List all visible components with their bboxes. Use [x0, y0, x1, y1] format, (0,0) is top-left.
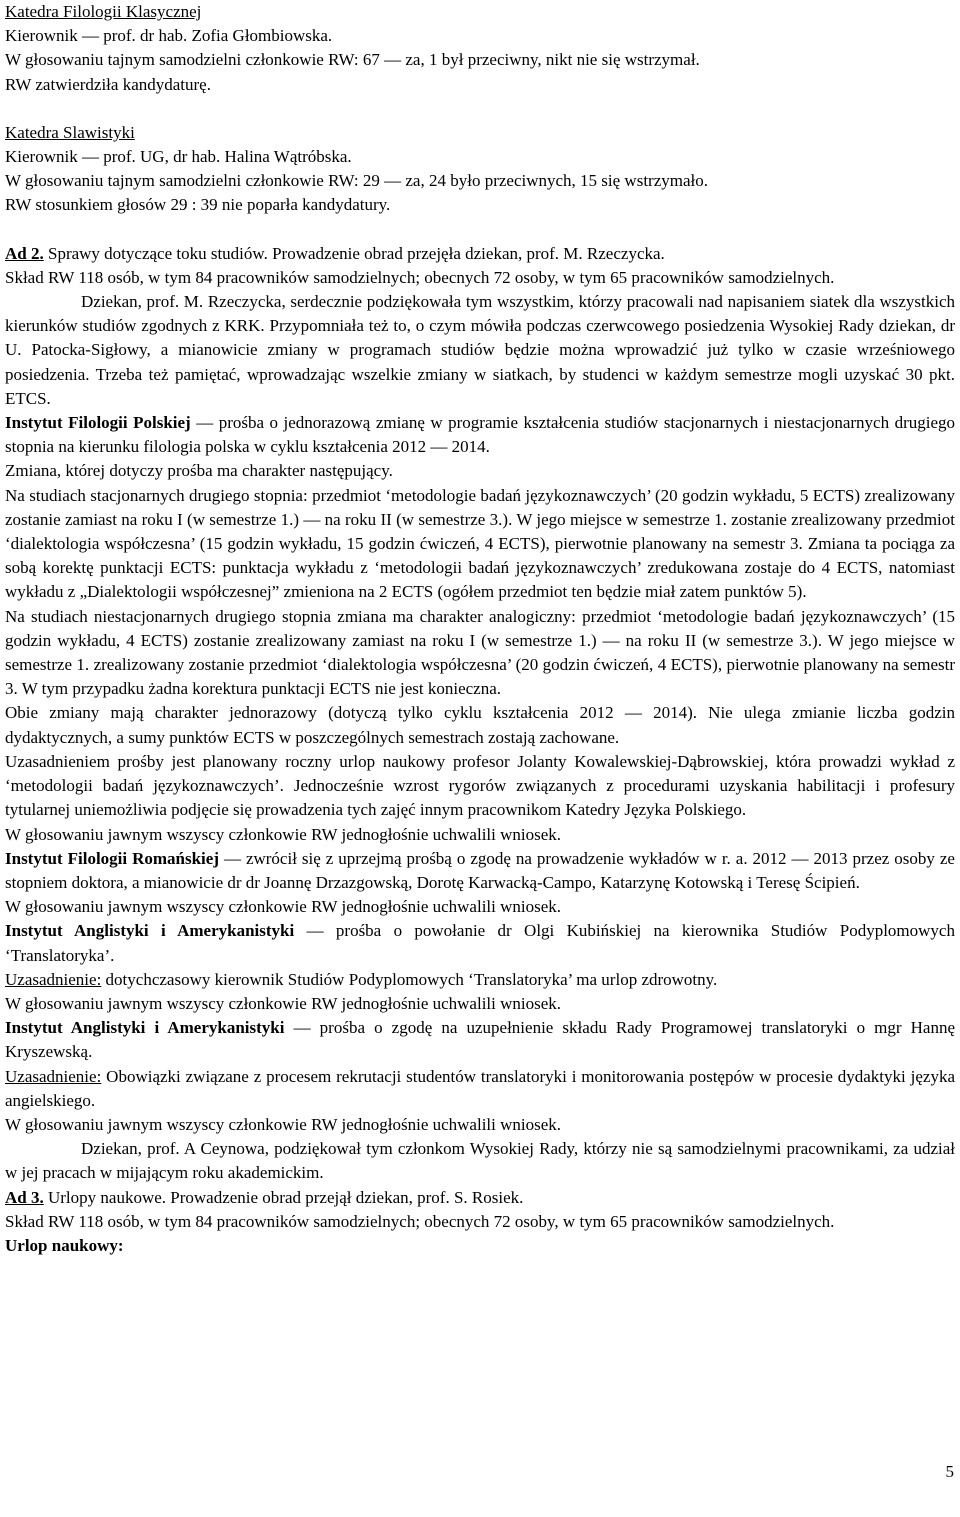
romanska-vote: W głosowaniu jawnym wszyscy członkowie RW jednogłośnie uchwalili wniosek. [5, 897, 562, 917]
polska-text: — prośba o jednorazową zmianę w programie kształcenia studiów stacjonarnych i niestacjonarnych drugiego stopnia na kierunku filologia polska w cyklu kształcenia 2012 — 2014. [5, 413, 956, 457]
result-slawistyka: RW stosunkiem głosów 29 : 39 nie poparła kandydatury. [5, 195, 391, 215]
vote-slawistyka: W głosowaniu tajnym samodzielni członkowie RW: 29 — za, 24 było przeciwnych, 15 się wstrzymało. [5, 171, 708, 191]
polska-vote: W głosowaniu jawnym wszyscy członkowie RW jednogłośnie uchwalili wniosek. [5, 824, 562, 844]
romanska-text: — zwrócił się z uprzejmą prośbą o zgodę na prowadzenie wykładów w r. a. 2012 — 2013 przez osoby ze stopniem doktora, a mianowicie dr dr Joannę Drzazgowską, Dorotę Karwacką-Campo, Katarzynę Kotowską i Teresę Ścipień. [5, 848, 955, 892]
document-page [5, 0, 955, 1258]
anglistyka1-name: Instytut Anglistyki i Amerykanistyki [5, 921, 295, 941]
polska-p1: Zmiana, której dotyczy prośba ma charakter następujący. [5, 461, 393, 481]
anglistyka1-justification [5, 968, 955, 992]
ad2-heading [5, 242, 955, 266]
page-number: 5 [945, 1462, 954, 1481]
spacer [5, 97, 955, 121]
ad3-label: Ad 3. [5, 1187, 44, 1207]
anglistyka1-request [5, 919, 955, 967]
ad3-urlop-heading: Urlop naukowy: [5, 1235, 124, 1255]
anglistyka2-uz-label: Uzasadnienie: [5, 1066, 102, 1086]
result-klasyczna: RW zatwierdziła kandydaturę. [5, 74, 211, 94]
head-slawistyka: Kierownik — prof. UG, dr hab. Halina Wątróbska. [5, 147, 352, 167]
anglistyka2-text: — prośba o zgodę na uzupełnienie składu Rady Programowej translatoryki o mgr Hannę Kryszewską. [5, 1018, 955, 1062]
anglistyka1-uz-text: dotychczasowy kierownik Studiów Podyplomowych ‘Translatoryka’ ma urlop zdrowotny. [101, 969, 718, 989]
anglistyka2-request [5, 1016, 955, 1064]
polska-p5: Uzasadnieniem prośby jest planowany roczny urlop naukowy profesor Jolanty Kowalewskiej-Dąbrowskiej, która prowadzi wykład z ‘metodologii badań językoznawczych’. Jednocześnie wzrost rygorów związanych z procedurami uzyskania habilitacji i profesury tytularnej uniemożliwia podjęcie się prowadzenia tych zajęć innym pracownikom Katedry Języka Polskiego. [5, 751, 955, 820]
ad2-label: Ad 2. [5, 243, 44, 263]
spacer [5, 218, 955, 242]
ad3-heading [5, 1186, 955, 1210]
anglistyka1-uz-label: Uzasadnienie: [5, 969, 102, 989]
anglistyka1-text: — prośba o powołanie dr Olgi Kubińskiej na kierownika Studiów Podyplomowych ‘Translatoryka’. [5, 921, 955, 965]
vote-klasyczna: W głosowaniu tajnym samodzielni członkowie RW: 67 — za, 1 był przeciwny, nikt nie się wstrzymał. [5, 50, 700, 70]
anglistyka1-vote: W głosowaniu jawnym wszyscy członkowie RW jednogłośnie uchwalili wniosek. [5, 993, 562, 1013]
polska-name: Instytut Filologii Polskiej [5, 413, 191, 433]
polska-p3: Na studiach niestacjonarnych drugiego stopnia zmiana ma charakter analogiczny: przedmiot ‘metodologie badań językoznawczych’ (15 godzin wykładu, 4 ECTS) zostanie zrealizowany zamiast na roku I (w semestrze 1.) — na roku II (w semestrze 3.). W jego miejsce w semestrze 1. zrealizowany zostanie przedmiot ‘dialektologia współczesna’ (20 godzin ćwiczeń, 4 ECTS), pierwotnie planowany na semestr 3. W tym przypadku żadna korektura punktacji ECTS nie jest konieczna. [5, 606, 955, 699]
section-title-slawistyka: Katedra Slawistyki [5, 122, 135, 142]
anglistyka2-uz-text: Obowiązki związane z procesem rekrutacji studentów translatoryki i monitorowania postępów w procesie dydaktyki języka angielskiego. [5, 1066, 955, 1110]
anglistyka2-name: Instytut Anglistyki i Amerykanistyki [5, 1018, 285, 1038]
romanska-name: Instytut Filologii Romańskiej [5, 848, 219, 868]
polska-request [5, 411, 955, 459]
ad2-sklad: Skład RW 118 osób, w tym 84 pracowników samodzielnych; obecnych 72 osoby, w tym 65 pracowników samodzielnych. [5, 267, 835, 287]
polska-p2: Na studiach stacjonarnych drugiego stopnia: przedmiot ‘metodologie badań językoznawczych’ (20 godzin wykładu, 5 ECTS) zrealizowany zostanie zamiast na roku I (w semestrze 1.) — na roku II (w semestrze 3.). W jego miejsce w semestrze 1. zostanie zrealizowany przedmiot ‘dialektologia współczesna’ (15 godzin wykładu, 15 godzin ćwiczeń, 4 ECTS), pierwotnie planowany na semestr 3. Zmiana ta pociąga za sobą korektę punktacji ECTS: punktacja wykładu z ‘metodologii badań językoznawczych’ zredukowana zostaje do 4 ECTS, natomiast wykładu z „Dialektologii współczesnej” zmieniona na 2 ECTS (ogółem przedmiot ten będzie miał zatem punktów 5). [5, 485, 955, 602]
ad2-dziekan-paragraph: Dziekan, prof. M. Rzeczycka, serdecznie podziękowała tym wszystkim, którzy pracowali nad napisaniem siatek dla wszystkich kierunków studiów zgodnych z KRK. Przypomniała też to, o czym mówiła podczas czerwcowego posiedzenia Wysokiej Rady dziekan, dr U. Patocka-Sigłowy, a mianowicie zmiany w programach studiów będzie można wprowadzić już tylko w czasie wrześniowego posiedzenia. Trzeba też pamiętać, wprowadzając wszelkie zmiany w siatkach, by studenci w każdym semestrze mogli uzyskać 30 pkt. ETCS. [5, 292, 955, 408]
head-klasyczna: Kierownik — prof. dr hab. Zofia Głombiowska. [5, 26, 333, 46]
ad2-title: Sprawy dotyczące toku studiów. Prowadzenie obrad przejęła dziekan, prof. M. Rzeczycka. [43, 243, 665, 263]
ceynowa-paragraph: Dziekan, prof. A Ceynowa, podziękował tym członkom Wysokiej Rady, którzy nie są samodzielnymi pracownikami, za udział w jej pracach w mijającym roku akademickim. [5, 1139, 955, 1183]
section-title-klasyczna: Katedra Filologii Klasycznej [5, 2, 202, 21]
romanska-request [5, 847, 955, 895]
anglistyka2-vote: W głosowaniu jawnym wszyscy członkowie RW jednogłośnie uchwalili wniosek. [5, 1114, 562, 1134]
polska-p4: Obie zmiany mają charakter jednorazowy (dotyczą tylko cyklu kształcenia 2012 — 2014). Nie ulega zmianie liczba godzin dydaktycznych, a sumy punktów ECTS w poszczególnych semestrach zostają zachowane. [5, 703, 955, 747]
ad3-title: Urlopy naukowe. Prowadzenie obrad przejął dziekan, prof. S. Rosiek. [43, 1187, 524, 1207]
ad3-sklad: Skład RW 118 osób, w tym 84 pracowników samodzielnych; obecnych 72 osoby, w tym 65 pracowników samodzielnych. [5, 1211, 835, 1231]
anglistyka2-justification [5, 1065, 955, 1113]
